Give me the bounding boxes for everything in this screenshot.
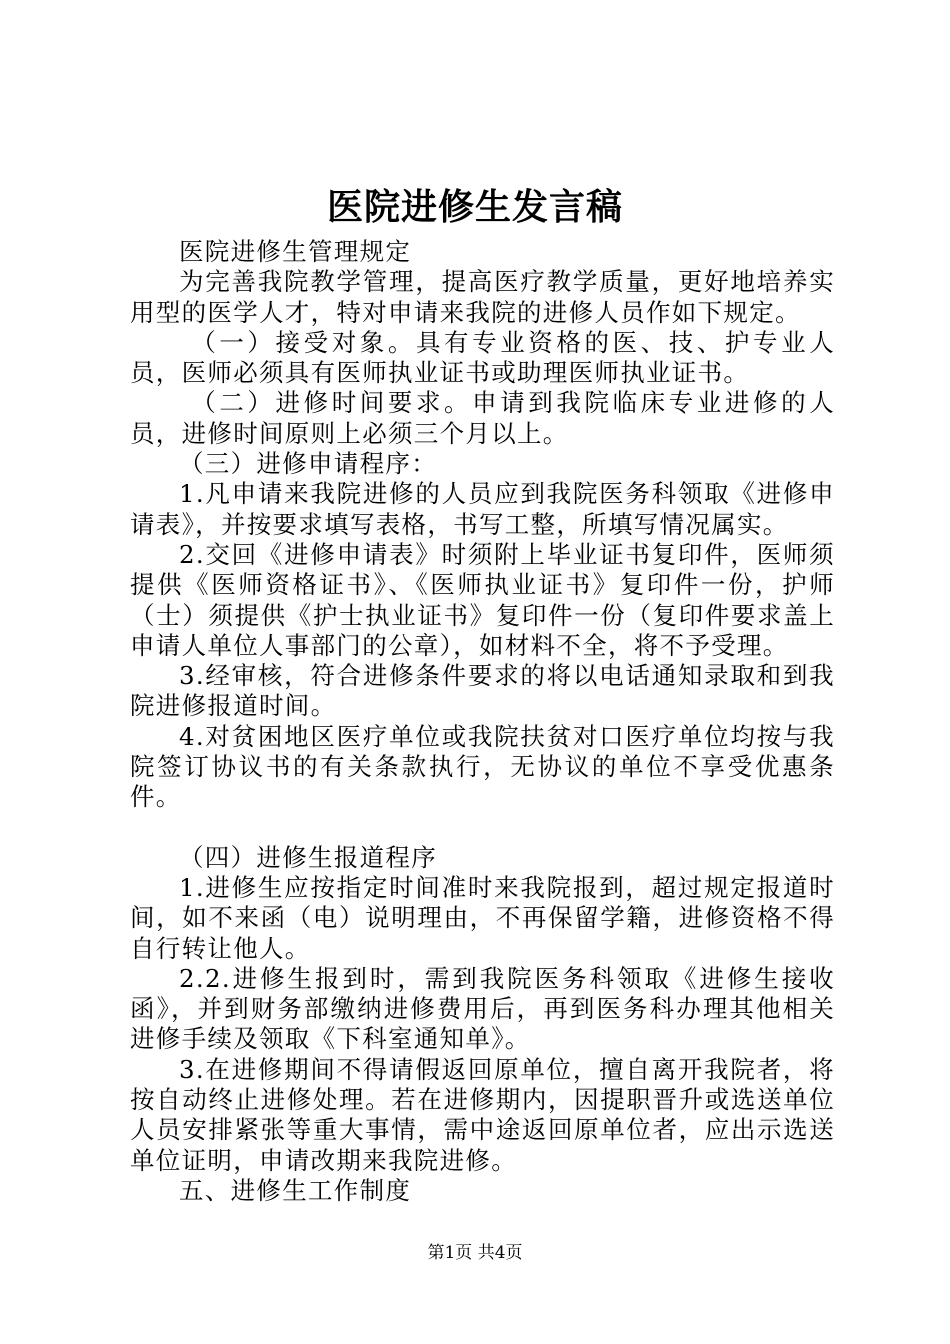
paragraph-intro: 为完善我院教学管理，提高医疗教学质量，更好地培养实用型的医学人才，特对申请来我院的进修人员作如下规定。	[130, 267, 835, 327]
paragraph-section-5-heading: 五、进修生工作制度	[179, 1175, 412, 1205]
paragraph-section-4-heading: （四）进修生报道程序	[179, 842, 437, 872]
paragraph-section-3-item-3: 3.经审核，符合进修条件要求的将以电话通知录取和到我院进修报道时间。	[130, 661, 835, 721]
paragraph-section-4-item-3: 3.在进修期间不得请假返回原单位，擅自离开我院者，将按自动终止进修处理。若在进修期内，因提职晋升或选送单位人员安排紧张等重大事情，需中途返回原单位者，应出示选送单位证明，申请改期来我院进修。	[130, 1054, 835, 1175]
paragraph-section-2: （二）进修时间要求。申请到我院临床专业进修的人员，进修时间原则上必须三个月以上。	[130, 388, 835, 448]
paragraph-section-3-heading: （三）进修申请程序：	[179, 449, 437, 479]
paragraph-section-4-item-1: 1.进修生应按指定时间准时来我院报到，超过规定报道时间，如不来函（电）说明理由，不再保留学籍，进修资格不得自行转让他人。	[130, 872, 835, 963]
paragraph-subtitle: 医院进修生管理规定	[179, 237, 412, 266]
page-footer: 第1页 共4页	[427, 1243, 523, 1263]
paragraph-section-4-item-2: 2.2.进修生报到时，需到我院医务科领取《进修生接收函》，并到财务部缴纳进修费用后，再到医务科办理其他相关进修手续及领取《下科室通知单》。	[130, 963, 835, 1054]
paragraph-section-3-item-2: 2.交回《进修申请表》时须附上毕业证书复印件，医师须提供《医师资格证书》、《医师执业证书》复印件一份，护师（士）须提供《护士执业证书》复印件一份（复印件要求盖上申请人单位人事部门的公章），如材料不全，将不予受理。	[130, 539, 835, 660]
paragraph-section-3-item-1: 1.凡申请来我院进修的人员应到我院医务科领取《进修申请表》，并按要求填写表格，书写工整，所填写情况属实。	[130, 479, 835, 539]
paragraph-section-3-item-4: 4.对贫困地区医疗单位或我院扶贫对口医疗单位均按与我院签订协议书的有关条款执行，无协议的单位不享受优惠条件。	[130, 721, 835, 812]
paragraph-section-1: （一）接受对象。具有专业资格的医、技、护专业人员，医师必须具有医师执业证书或助理医师执业证书。	[130, 327, 835, 388]
document-body	[130, 237, 835, 1206]
document-title: 医院进修生发言稿	[326, 186, 623, 228]
